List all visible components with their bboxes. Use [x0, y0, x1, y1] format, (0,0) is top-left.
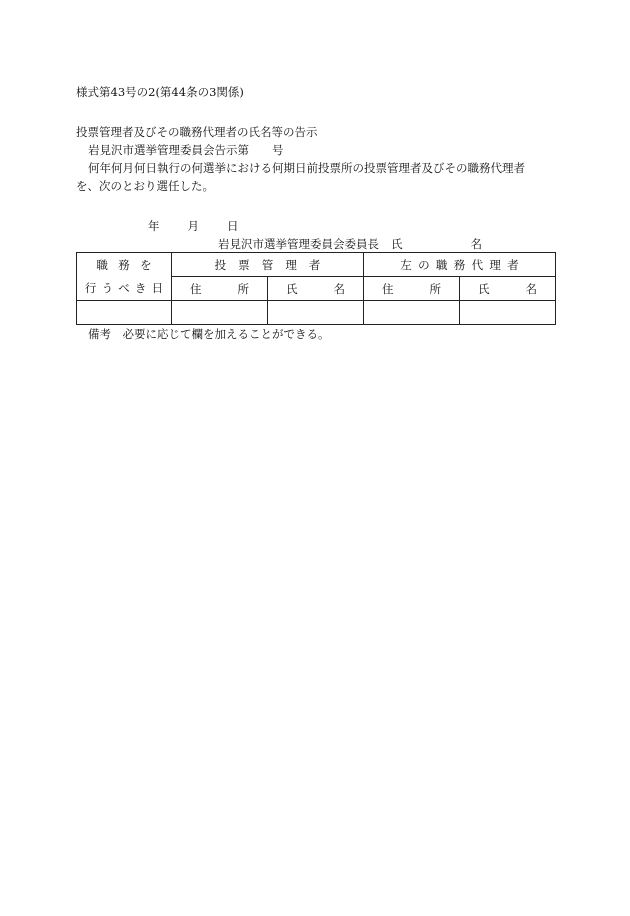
group-header-deputy: 左の職務代理者	[364, 253, 556, 277]
form-number: 様式第43号の2(第44条の3関係)	[76, 85, 244, 99]
col-header-manager-name: 氏 名	[268, 277, 364, 301]
date-month: 月	[187, 219, 199, 233]
signer-name-label-2: 名	[470, 237, 482, 251]
remarks: 備考 必要に応じて欄を加えることができる。	[88, 327, 330, 341]
signer-title: 岩見沢市選挙管理委員会委員長	[218, 237, 379, 251]
cell-manager-name	[268, 301, 364, 325]
group-header-manager: 投票管理者	[172, 253, 364, 277]
col-header-deputy-name: 氏 名	[460, 277, 556, 301]
signer-line	[218, 236, 482, 252]
assignment-table	[76, 252, 556, 325]
signer-name-label-1: 氏	[391, 237, 403, 251]
row-header-line-2: 行うべき日	[84, 281, 169, 295]
cell-deputy-address	[364, 301, 460, 325]
date-year: 年	[148, 219, 160, 233]
document-title: 投票管理者及びその職務代理者の氏名等の告示	[76, 125, 318, 139]
row-header-line-1: 職務を	[96, 258, 162, 272]
col-header-deputy-address: 住 所	[364, 277, 460, 301]
table-row	[77, 301, 556, 325]
date-line	[148, 218, 239, 234]
notice-number: 岩見沢市選挙管理委員会告示第 号	[88, 143, 284, 157]
body-text-line-2: を、次のとおり選任した。	[76, 179, 214, 193]
col-header-manager-address: 住 所	[172, 277, 268, 301]
row-header-cell	[77, 253, 172, 301]
cell-date	[77, 301, 172, 325]
cell-manager-address	[172, 301, 268, 325]
date-day: 日	[227, 219, 239, 233]
body-text-line-1: 何年何月何日執行の何選挙における何期日前投票所の投票管理者及びその職務代理者	[88, 161, 525, 175]
cell-deputy-name	[460, 301, 556, 325]
